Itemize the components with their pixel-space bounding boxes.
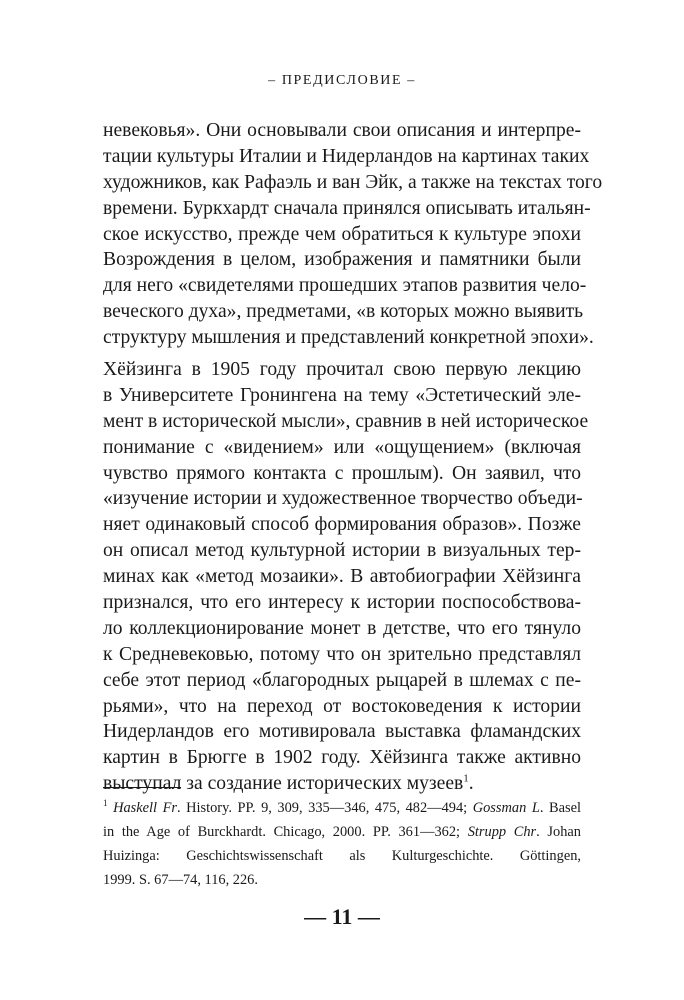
footnote-line: 1999. S. 67—74, 116, 226. bbox=[103, 872, 258, 888]
text-line: художников, как Рафаэль и ван Эйк, а также на текстах того bbox=[103, 171, 603, 193]
text-line: невековья». Они основывали свои описания и интерпре- bbox=[103, 120, 581, 141]
text-line: тации культуры Италии и Нидерландов на картинах таких bbox=[103, 145, 590, 167]
text-line: времени. Буркхардт сначала принялся описывать итальян- bbox=[103, 197, 591, 219]
footnote-text: in the Age of Burckhardt. Chicago, 2000. PP. 361—362; bbox=[103, 824, 468, 840]
footnote-line bbox=[103, 796, 581, 820]
footnote-mark: 1 bbox=[103, 798, 108, 809]
page-number: — 11 — bbox=[304, 904, 380, 929]
text-line: минах как «метод мозаики». В автобиографии Хёйзинга bbox=[103, 566, 581, 588]
text-line: он описал метод культурной истории в визуальных тер- bbox=[103, 540, 581, 562]
text-line: мент в исторической мысли», сравнив в ней историческое bbox=[103, 410, 589, 432]
text-line: ское искусство, прежде чем обратиться к культуре эпохи bbox=[103, 223, 581, 245]
footnote-line bbox=[103, 820, 581, 844]
text-line: признался, что его интересу к истории поспособствова- bbox=[103, 592, 581, 614]
running-head: – ПРЕДИСЛОВИЕ – bbox=[268, 73, 416, 88]
book-page bbox=[103, 0, 603, 1000]
text-line: няет одинаковый способ формирования образов». Позже bbox=[103, 514, 581, 536]
footnote bbox=[103, 796, 581, 892]
text-line: веческого духа», предметами, «в которых можно выявить bbox=[103, 301, 584, 323]
footnote-text: . Basel bbox=[539, 800, 581, 816]
text-line: чувство прямого контакта с прошлым). Он заявил, что bbox=[103, 462, 581, 484]
text-line-content: выступал за создание исторических музеев bbox=[103, 773, 464, 795]
footnote-author: Gossman L bbox=[472, 800, 540, 816]
text-line: рьями», что на переход от востоковедения к истории bbox=[103, 695, 581, 717]
text-line: Возрождения в целом, изображения и памятники были bbox=[103, 249, 581, 271]
text-line: понимание с «видением» или «ощущением» (включая bbox=[103, 436, 581, 458]
text-line: для него «свидетелями прошедших этапов развития чело- bbox=[103, 275, 587, 297]
footnote-author: Strupp Chr bbox=[467, 824, 537, 840]
text-line: Хёйзинга в 1905 году прочитал свою первую лекцию bbox=[103, 359, 581, 381]
text-line: «изучение истории и художественное творчество объеди- bbox=[103, 488, 583, 510]
footnote-text: . History. PP. 9, 309, 335—346, 475, 482—494; bbox=[176, 800, 473, 816]
footnote-line: Huizinga: Geschichtswissenschaft als Kulturgeschichte. Göttingen, bbox=[103, 848, 581, 864]
footnote-reference[interactable]: 1 bbox=[463, 772, 469, 785]
text-line: Нидерландов его мотивировала выставка фламандских bbox=[103, 721, 581, 743]
body-text bbox=[103, 118, 603, 797]
text-line: в Университете Гронингена на тему «Эстетический эле- bbox=[103, 384, 581, 406]
text-line: себе этот период «благородных рыцарей в шлемах с пе- bbox=[103, 669, 581, 691]
footnote-divider bbox=[103, 787, 181, 788]
text-line: к Средневековью, потому что он зрительно представлял bbox=[103, 643, 581, 665]
text-line: ло коллекционирование монет в детстве, что его тянуло bbox=[103, 617, 581, 639]
text-line-last: выступал за создание исторических музеев$^1$. bbox=[103, 772, 474, 795]
text-line: картин в Брюгге в 1902 году. Хёйзинга также активно bbox=[103, 747, 581, 769]
footnote-text: . Johan bbox=[536, 824, 581, 840]
footnote-author: Haskell Fr bbox=[113, 800, 177, 816]
text-line: структуру мышления и представлений конкретной эпохи». bbox=[103, 327, 594, 349]
